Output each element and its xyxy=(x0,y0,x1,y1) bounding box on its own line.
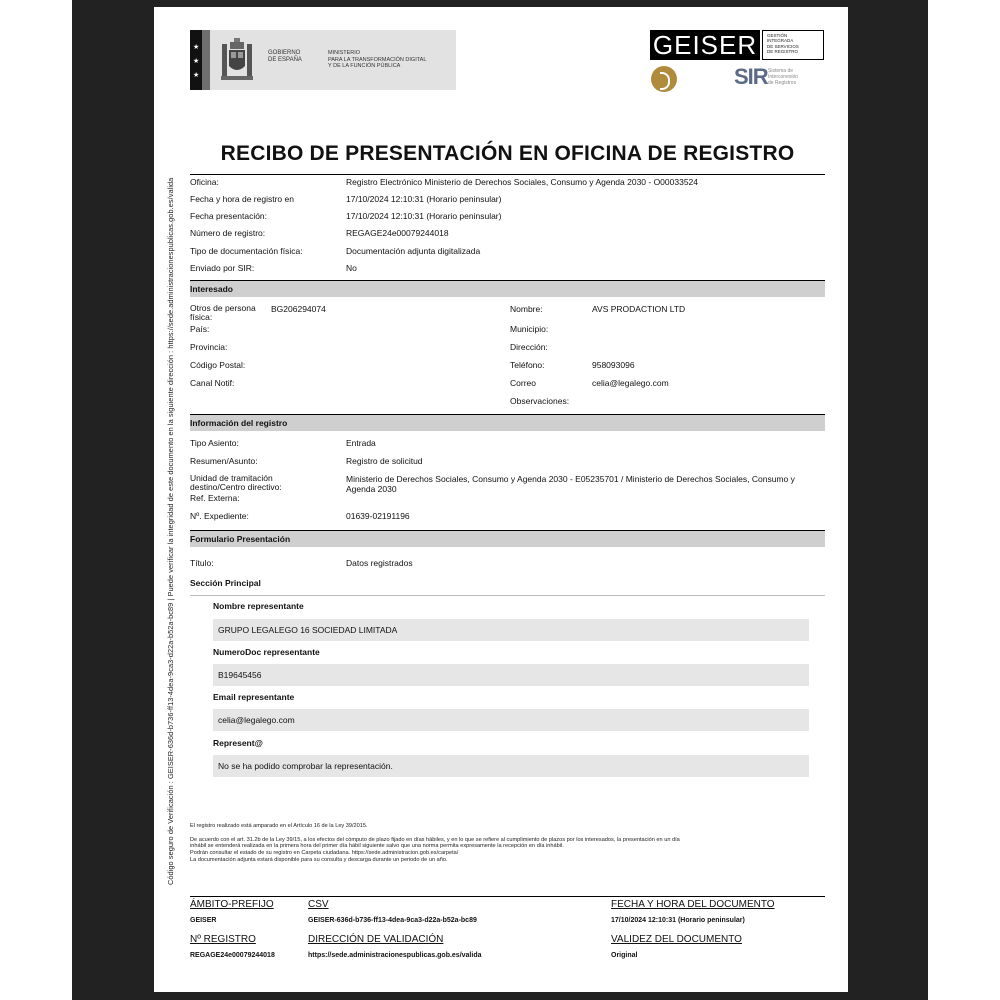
codigo-postal-label: Código Postal: xyxy=(190,360,246,370)
field-label: Email representante xyxy=(213,692,295,702)
field-value: celia@legalego.com xyxy=(218,715,295,725)
sir-desc-3: de Registros xyxy=(768,80,797,86)
field-value: GRUPO LEGALEGO 16 SOCIEDAD LIMITADA xyxy=(218,625,398,635)
nregistro-label: Nº REGISTRO xyxy=(190,934,256,945)
expediente-label: Nº. Expediente: xyxy=(190,511,249,521)
nregistro-value: REGAGE24e00079244018 xyxy=(190,952,275,959)
verification-side-note: Código seguro de Verificación : GEISER-636d-b736-ff13-4dea-9ca3-d22a-b52a-bc89 | Puede verificar la integridad de este documento en la siguiente dirección : https://sede.administracionespublicas.gob.es/valida xyxy=(166,177,175,885)
unidad-label-line-1: Unidad de tramitación xyxy=(190,473,273,483)
sir-desc-2: Interconexión xyxy=(768,74,799,80)
seccion-principal-heading: Sección Principal xyxy=(190,578,261,588)
background-left xyxy=(0,0,72,1000)
numero-registro-label: Número de registro: xyxy=(190,228,266,238)
geiser-desc-3: DE SERVICIOS xyxy=(767,43,799,49)
csv-label: CSV xyxy=(308,899,329,910)
seccion-rule xyxy=(190,595,825,596)
telefono-value: 958093096 xyxy=(592,360,635,370)
enviado-sir-value: No xyxy=(346,263,357,273)
resumen-label: Resumen/Asunto: xyxy=(190,456,258,466)
unidad-tramitacion-label xyxy=(190,474,282,492)
otros-persona-label xyxy=(190,304,256,322)
registry-seal-icon xyxy=(651,66,677,92)
field-value-box xyxy=(213,755,809,777)
tipo-documentacion-label: Tipo de documentación física: xyxy=(190,246,303,256)
geiser-logo: GEISER xyxy=(650,30,760,60)
pais-label: País: xyxy=(190,324,210,334)
enviado-sir-label: Enviado por SIR: xyxy=(190,263,255,273)
oficina-value: Registro Electrónico Ministerio de Derechos Sociales, Consumo y Agenda 2030 - O00033524 xyxy=(346,177,699,187)
interesado-heading: Interesado xyxy=(190,284,233,294)
ambito-value: GEISER xyxy=(190,917,217,924)
validez-value: Original xyxy=(611,952,638,959)
gov-line-2: DE ESPAÑA xyxy=(268,57,302,63)
otros-label-line-2: física: xyxy=(190,312,213,322)
formulario-heading: Formulario Presentación xyxy=(190,534,291,544)
field-label: NumeroDoc representante xyxy=(213,647,320,657)
tipo-documentacion-value: Documentación adjunta digitalizada xyxy=(346,246,481,256)
ministry-line-3: Y DE LA FUNCIÓN PÚBLICA xyxy=(328,63,401,69)
unidad-tramitacion-value: Ministerio de Derechos Sociales, Consumo y Agenda 2030 - E05235701 / Ministerio de Derechos Sociales, Consumo y Agenda 2030 xyxy=(346,474,795,494)
title-rule xyxy=(190,174,825,175)
legal-note-5: La documentación adjunta estará disponible para su consulta y descarga durante un periodo de un año. xyxy=(190,857,448,863)
ministry-line-2: PARA LA TRANSFORMACIÓN DIGITAL xyxy=(328,56,427,63)
fecha-presentacion-value: 17/10/2024 12:10:31 (Horario peninsular) xyxy=(346,211,502,221)
legal-note-2: De acuerdo con el art. 31.2b de la Ley 39/15, a los efectos del cómputo de plazo fijado en días hábiles, y en lo que se refiere al cumplimiento de plazos por los interesados, la presentación en un día xyxy=(190,837,680,843)
interesado-section-header xyxy=(190,280,825,297)
field-value: No se ha podido comprobar la representación. xyxy=(218,761,393,771)
correo-label: Correo xyxy=(510,378,536,388)
legal-note-3: inhábil se entenderá realizada en la primera hora del primer día hábil siguiente salvo que una norma permita expresamente la recepción en día inhábil. xyxy=(190,843,564,849)
otros-label-line-1: Otros de persona xyxy=(190,303,256,313)
fecha-presentacion-label: Fecha presentación: xyxy=(190,211,268,221)
legal-note-4: Podrán consultar el estado de su registro en Carpeta ciudadana. https://sede.administracion.gob.es/carpeta/ xyxy=(190,850,459,856)
municipio-label: Municipio: xyxy=(510,324,549,334)
document-title: RECIBO DE PRESENTACIÓN EN OFICINA DE REGISTRO xyxy=(220,142,795,165)
field-label: Represent@ xyxy=(213,738,263,748)
numero-registro-value: REGAGE24e00079244018 xyxy=(346,228,449,238)
geiser-desc-4: DE REGISTRO xyxy=(767,49,799,55)
gov-name xyxy=(268,50,302,64)
flag-strip-gray xyxy=(202,30,210,90)
eu-flag-strip: ★ ★ ★ xyxy=(190,30,202,90)
unidad-label-line-2: destino/Centro directivo: xyxy=(190,482,282,492)
observaciones-label: Observaciones: xyxy=(510,396,570,406)
registro-heading: Información del registro xyxy=(190,418,288,428)
fecha-documento-value: 17/10/2024 12:10:31 (Horario peninsular) xyxy=(611,917,745,924)
geiser-desc-1: GESTIÓN xyxy=(767,33,788,38)
validez-label: VALIDEZ DEL DOCUMENTO xyxy=(611,934,742,945)
field-value-box xyxy=(213,619,809,641)
field-value: B19645456 xyxy=(218,670,262,680)
canal-notif-label: Canal Notif: xyxy=(190,378,235,388)
sir-desc-1: Sistema de xyxy=(768,68,794,74)
registro-section-header xyxy=(190,414,825,431)
resumen-value: Registro de solicitud xyxy=(346,456,423,466)
provincia-label: Provincia: xyxy=(190,342,228,352)
expediente-value: 01639-02191196 xyxy=(346,511,410,521)
nombre-label: Nombre: xyxy=(510,304,543,314)
formulario-section-header xyxy=(190,530,825,547)
tipo-asiento-label: Tipo Asiento: xyxy=(190,438,239,448)
ambito-label: ÁMBITO-PREFIJO xyxy=(190,899,274,910)
direccion-validacion-label: DIRECCIÓN DE VALIDACIÓN xyxy=(308,934,444,945)
field-value-box xyxy=(213,709,809,731)
gov-line-1: GOBIERNO xyxy=(268,50,301,56)
validation-url-link[interactable]: https://sede.administracionespublicas.gob.es/valida xyxy=(308,952,482,959)
geiser-desc-2: INTEGRADA xyxy=(767,38,794,44)
telefono-label: Teléfono: xyxy=(510,360,545,370)
field-label: Nombre representante xyxy=(213,601,304,611)
ministry-name xyxy=(328,50,426,70)
sir-logo: SIR xyxy=(734,64,768,89)
fecha-registro-label: Fecha y hora de registro en xyxy=(190,194,294,204)
background-right xyxy=(928,0,1000,1000)
direccion-label: Dirección: xyxy=(510,342,548,352)
footer-rule xyxy=(190,896,825,897)
csv-value: GEISER-636d-b736-ff13-4dea-9ca3-d22a-b52a-bc89 xyxy=(308,917,477,924)
legal-note-1: El registro realizado está amparado en el Artículo 16 de la Ley 39/2015. xyxy=(190,823,368,829)
geiser-description xyxy=(762,30,824,60)
coat-of-arms-icon xyxy=(220,38,254,82)
titulo-value: Datos registrados xyxy=(346,558,413,568)
fecha-registro-value: 17/10/2024 12:10:31 (Horario peninsular) xyxy=(346,194,502,204)
ref-externa-label: Ref. Externa: xyxy=(190,493,240,503)
correo-value: celia@legalego.com xyxy=(592,378,669,388)
nombre-value: AVS PRODACTION LTD xyxy=(592,304,686,314)
government-logo xyxy=(190,30,456,90)
fecha-documento-label: FECHA Y HORA DEL DOCUMENTO xyxy=(611,899,775,910)
otros-persona-value: BG206294074 xyxy=(271,304,326,314)
sir-description xyxy=(768,68,798,86)
tipo-asiento-value: Entrada xyxy=(346,438,376,448)
field-value-box xyxy=(213,664,809,686)
ministry-line-1: MINISTERIO xyxy=(328,50,361,56)
titulo-label: Título: xyxy=(190,558,214,568)
oficina-label: Oficina: xyxy=(190,177,219,187)
